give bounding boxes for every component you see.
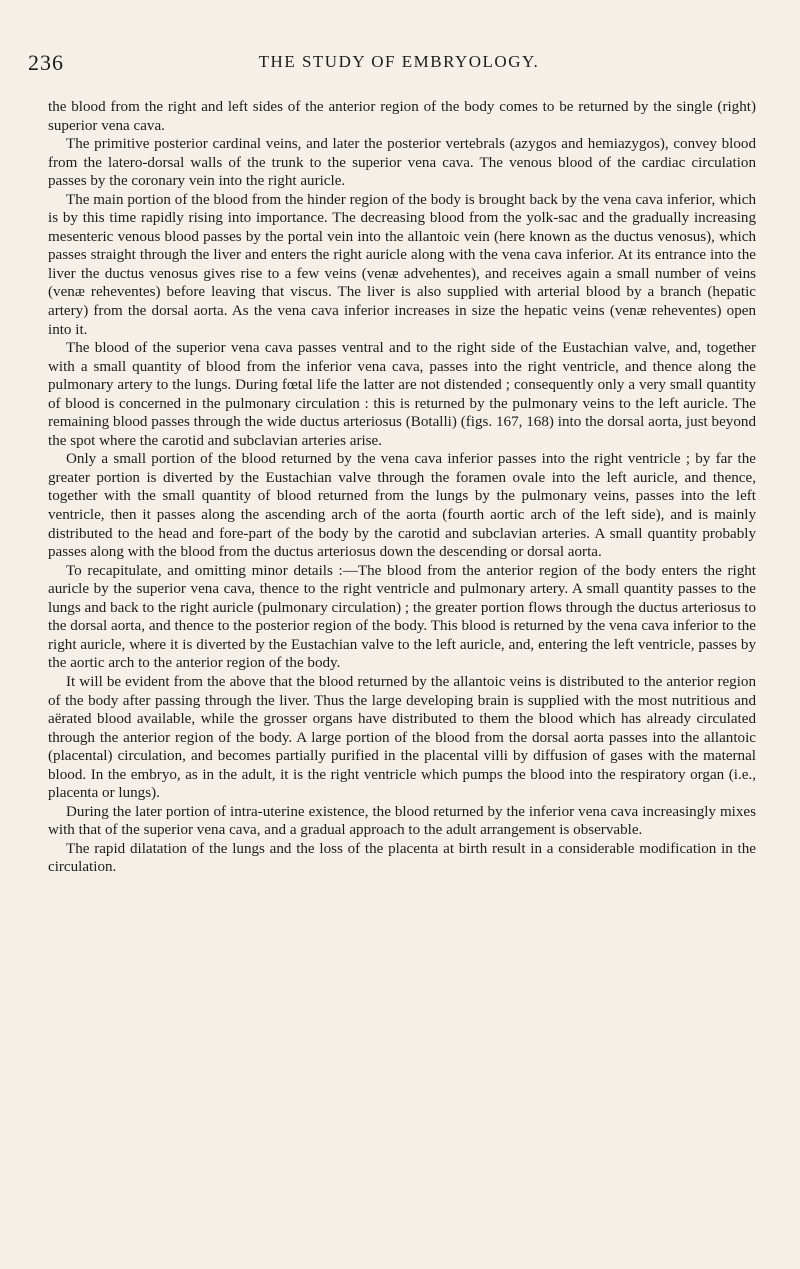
paragraph: To recapitulate, and omitting minor details :—The blood from the anterior region of the body enters the right auricle by the superior vena cava, thence to the right ventricle and pulmonary artery. A small quantity passes to the lungs and back to the right auricle (pulmonary circulation) ; the greater portion flows through the ductus arteriosus to the dorsal aorta, and thence to the posterior region of the body. This blood is returned by the vena cava inferior to the right auricle, where it is diverted by the Eustachian valve to the left auricle, and, entering the left ventricle, passes by the aortic arch to the anterior region of the body. bbox=[48, 562, 756, 672]
running-title: THE STUDY OF EMBRYOLOGY. bbox=[258, 52, 540, 71]
paragraph: the blood from the right and left sides of the anterior region of the body comes to be returned by the single (right) superior vena cava. bbox=[48, 99, 756, 134]
paragraph: Only a small portion of the blood returned by the vena cava inferior passes into the right ventricle ; by far the greater portion is diverted by the Eustachian valve through the foramen ovale into the left auricle, and thence, together with the small quantity of blood returned from the lungs by the pulmonary veins, passes into the left ventricle, then it passes along the ascending arch of the aorta (fourth aortic arch of the left side), and is mainly distributed to the head and fore-part of the body by the carotid and subclavian arteries. A small quantity probably passes along with the blood from the ductus arteriosus down the descending or dorsal aorta. bbox=[48, 451, 756, 561]
paragraph: The main portion of the blood from the hinder region of the body is brought back by the vena cava inferior, which is by this time rapidly rising into importance. The decreasing blood from the yolk-sac and the gradually increasing mesenteric venous blood passes by the portal vein into the allantoic vein (here known as the ductus venosus), which passes straight through the liver and enters the right auricle along with the vena cava inferior. At its entrance into the liver the ductus venosus gives rise to a few veins (venæ advehentes), and receives again a small number of veins (venæ reheventes) before leaving that viscus. The liver is also supplied with arterial blood by a branch (hepatic artery) from the dorsal aorta. As the vena cava inferior increases in size the hepatic veins (venæ reheventes) open into it. bbox=[48, 191, 756, 338]
paragraph: It will be evident from the above that the blood returned by the allantoic veins is distributed to the anterior region of the body after passing through the liver. Thus the large developing brain is supplied with the most nutritious and aërated blood available, while the grosser organs have distributed to them the blood which has already circulated through the anterior region of the body. A large portion of the blood from the dorsal aorta passes into the allantoic (placental) circulation, and becomes partially purified in the placental villi by diffusion of gases with the maternal blood. In the embryo, as in the adult, it is the right ventricle which pumps the blood into the respiratory organ (i.e., placenta or lungs). bbox=[48, 673, 756, 802]
paragraph: During the later portion of intra-uterine existence, the blood returned by the inferior vena cava increasingly mixes with that of the superior vena cava, and a gradual approach to the adult arrangement is observable. bbox=[48, 803, 756, 839]
page-header bbox=[28, 50, 770, 80]
page-number: 236 bbox=[28, 50, 64, 75]
paragraph: The primitive posterior cardinal veins, and later the posterior vertebrals (azygos and hemiazygos), convey blood from the latero-dorsal walls of the trunk to the superior vena cava. The venous blood of the cardiac circulation passes by the coronary vein into the right auricle. bbox=[48, 136, 756, 190]
paragraph: The rapid dilatation of the lungs and the loss of the placenta at birth result in a considerable modification in the circulation. bbox=[48, 840, 756, 876]
paragraph: The blood of the superior vena cava passes ventral and to the right side of the Eustachian valve, and, together with a small quantity of blood from the inferior vena cava, passes into the right ventricle, and thence along the pulmonary artery to the lungs. During fœtal life the latter are not distended ; consequently only a very small quantity of blood is concerned in the pulmonary circulation : this is returned by the pulmonary veins to the left auricle. The remaining blood passes through the wide ductus arteriosus (Botalli) (figs. 167, 168) into the dorsal aorta, just beyond the spot where the carotid and subclavian arteries arise. bbox=[48, 340, 756, 449]
body-text bbox=[48, 98, 756, 877]
